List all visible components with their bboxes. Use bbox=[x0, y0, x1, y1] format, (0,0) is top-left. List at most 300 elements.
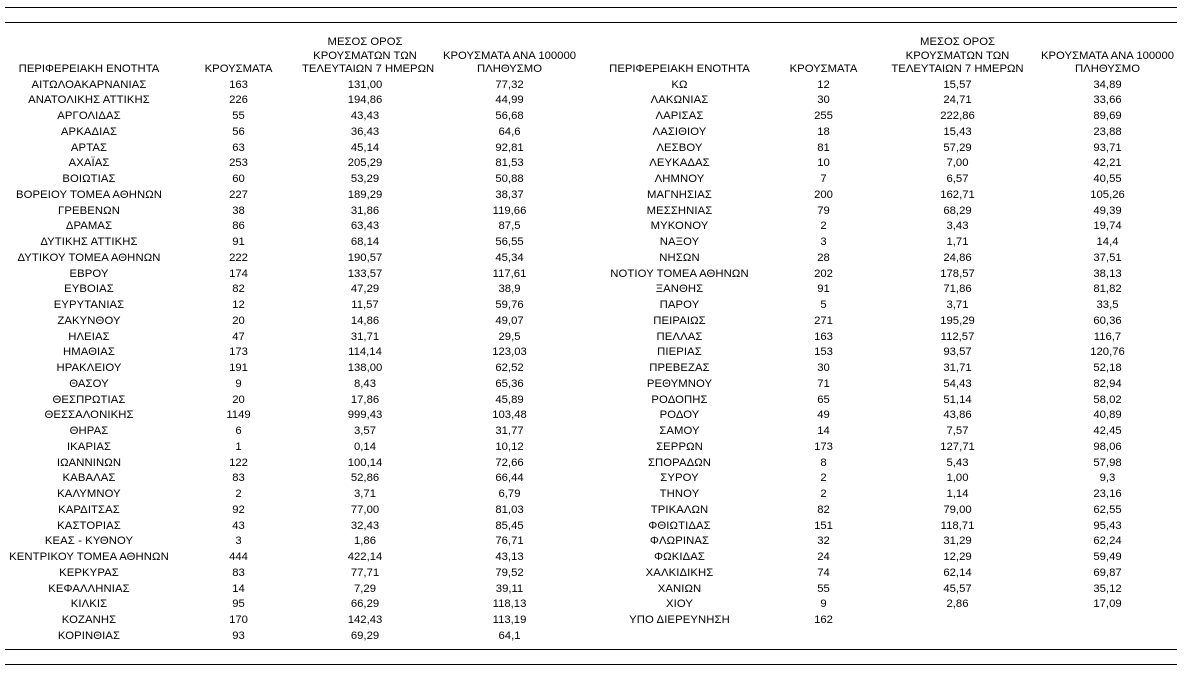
right-cases-cell: 3 bbox=[820, 236, 827, 248]
left-region-cell: ΙΩΑΝΝΙΝΩΝ bbox=[56, 456, 122, 469]
right-region-cell bbox=[591, 629, 768, 645]
right-region-cell: ΦΘΙΩΤΙΔΑΣ bbox=[648, 519, 711, 532]
left-per-100k-cell: 85,45 bbox=[495, 519, 524, 532]
table-row bbox=[3, 597, 1179, 613]
left-avg-7days-cell: 68,14 bbox=[350, 236, 380, 248]
left-avg-7days-cell: 53,29 bbox=[350, 173, 380, 185]
right-cases-cell: 7 bbox=[820, 173, 827, 185]
left-region-cell: ΙΚΑΡΙΑΣ bbox=[66, 440, 112, 453]
right-region-cell: ΞΑΝΘΗΣ bbox=[655, 283, 704, 296]
right-region-cell: ΛΕΥΚΑΔΑΣ bbox=[649, 157, 710, 170]
left-avg-7days-cell: 131,00 bbox=[347, 78, 383, 91]
right-cases-cell: 153 bbox=[814, 346, 833, 359]
left-per-100k-cell: 39,11 bbox=[495, 582, 524, 595]
left-region-cell: ΚΕΦΑΛΛΗΝΙΑΣ bbox=[48, 582, 130, 595]
right-cases-cell: 81 bbox=[817, 141, 830, 154]
left-region-cell: ΕΒΡΟΥ bbox=[69, 267, 109, 280]
left-per-100k-cell: 50,88 bbox=[495, 173, 524, 185]
right-region-cell: ΝΗΣΩΝ bbox=[659, 251, 700, 264]
left-per-100k-cell: 45,34 bbox=[495, 251, 524, 264]
header-cases-right: ΚΡΟΥΣΜΑΤΑ bbox=[789, 63, 858, 75]
left-region-cell: ΘΑΣΟΥ bbox=[69, 377, 109, 390]
right-per-100k-cell: 89,69 bbox=[1093, 110, 1122, 122]
right-cases-cell bbox=[768, 629, 879, 645]
left-cases-cell: 82 bbox=[232, 283, 245, 296]
left-per-100k-cell: 76,71 bbox=[495, 535, 524, 548]
left-avg-7days-cell: 1,86 bbox=[354, 535, 376, 548]
left-avg-7days-cell: 422,14 bbox=[347, 551, 383, 563]
left-per-100k-cell: 43,13 bbox=[495, 551, 524, 563]
right-region-cell: ΦΛΩΡΙΝΑΣ bbox=[649, 535, 710, 548]
right-region-cell: ΤΡΙΚΑΛΩΝ bbox=[650, 503, 709, 516]
left-cases-cell: 170 bbox=[229, 614, 248, 626]
table-row bbox=[3, 78, 1179, 94]
table-row bbox=[3, 566, 1179, 582]
right-region-cell: ΝΑΞΟΥ bbox=[659, 236, 700, 248]
right-region-cell: ΡΕΘΥΜΝΟΥ bbox=[646, 377, 713, 390]
left-per-100k-cell: 56,68 bbox=[495, 110, 524, 122]
right-region-cell: ΜΑΓΝΗΣΙΑΣ bbox=[646, 188, 713, 201]
left-avg-7days-cell: 190,57 bbox=[347, 251, 383, 264]
table-row bbox=[3, 251, 1179, 267]
left-per-100k-cell: 59,76 bbox=[495, 299, 524, 311]
left-region-cell: ΑΡΤΑΣ bbox=[70, 141, 108, 154]
right-cases-cell: 9 bbox=[820, 598, 827, 611]
left-region-cell: ΔΡΑΜΑΣ bbox=[65, 220, 113, 233]
left-cases-cell: 226 bbox=[229, 94, 248, 107]
table-row bbox=[3, 424, 1179, 440]
header-region-left: ΠΕΡΙΦΕΡΕΙΑΚΗ ΕΝΟΤΗΤΑ bbox=[18, 63, 160, 75]
left-region-cell: ΘΕΣΣΑΛΟΝΙΚΗΣ bbox=[44, 409, 134, 422]
right-per-100k-cell: 105,26 bbox=[1090, 188, 1125, 201]
left-avg-7days-cell: 17,86 bbox=[350, 393, 380, 406]
right-region-cell: ΣΑΜΟΥ bbox=[659, 425, 700, 437]
right-avg-7days-cell: 1,14 bbox=[946, 488, 969, 500]
right-avg-7days-cell: 43,86 bbox=[943, 409, 972, 422]
right-region-cell: ΠΙΕΡΙΑΣ bbox=[657, 346, 702, 359]
right-per-100k-cell: 52,18 bbox=[1093, 362, 1122, 374]
right-region-cell: ΛΕΣΒΟΥ bbox=[656, 141, 703, 154]
left-per-100k-cell: 123,03 bbox=[492, 346, 527, 359]
left-region-cell: ΗΜΑΘΙΑΣ bbox=[62, 346, 115, 359]
right-avg-7days-cell: 45,57 bbox=[943, 582, 972, 595]
right-region-cell: ΛΑΣΙΘΙΟΥ bbox=[652, 125, 707, 138]
left-avg-7days-cell: 63,43 bbox=[350, 220, 380, 233]
left-avg-7days-cell: 3,57 bbox=[354, 425, 376, 437]
left-avg-7days-cell: 142,43 bbox=[347, 614, 383, 626]
left-avg-7days-cell: 100,14 bbox=[347, 456, 383, 469]
left-per-100k-cell: 118,13 bbox=[492, 598, 527, 611]
right-avg-7days-cell: 12,29 bbox=[943, 551, 972, 563]
left-per-100k-cell: 66,44 bbox=[495, 472, 524, 485]
left-per-100k-cell: 64,6 bbox=[498, 125, 521, 138]
left-avg-7days-cell: 36,43 bbox=[350, 125, 380, 138]
left-per-100k-cell: 79,52 bbox=[495, 566, 524, 579]
right-region-cell: ΣΠΟΡΑΔΩΝ bbox=[647, 456, 712, 469]
right-per-100k-cell: 17,09 bbox=[1093, 598, 1122, 611]
right-region-cell: ΠΕΛΛΑΣ bbox=[656, 330, 703, 343]
left-region-cell: ΓΡΕΒΕΝΩΝ bbox=[58, 204, 120, 217]
right-avg-7days-cell: 71,86 bbox=[943, 283, 972, 296]
left-region-cell: ΑΡΚΑΔΙΑΣ bbox=[60, 125, 118, 138]
left-per-100k-cell: 38,9 bbox=[498, 283, 521, 296]
left-region-cell: ΕΥΒΟΙΑΣ bbox=[64, 283, 114, 296]
left-region-cell: ΚΟΡΙΝΘΙΑΣ bbox=[57, 629, 121, 642]
header-rule bbox=[5, 22, 1177, 23]
right-region-cell: ΝΟΤΙΟΥ ΤΟΜΕΑ ΑΘΗΝΩΝ bbox=[610, 267, 749, 280]
right-avg-7days-cell: 2,86 bbox=[946, 598, 969, 611]
left-cases-cell: 92 bbox=[232, 503, 245, 516]
left-per-100k-cell: 49,07 bbox=[495, 314, 524, 327]
left-cases-cell: 444 bbox=[229, 551, 248, 563]
right-cases-cell: 271 bbox=[814, 314, 833, 327]
table-row bbox=[3, 330, 1179, 346]
right-cases-cell: 162 bbox=[814, 614, 833, 626]
right-cases-cell: 30 bbox=[817, 362, 830, 374]
left-avg-7days-cell: 47,29 bbox=[350, 283, 380, 296]
left-region-cell: ΘΕΣΠΡΩΤΙΑΣ bbox=[52, 393, 126, 406]
right-cases-cell: 79 bbox=[817, 204, 830, 217]
table-row bbox=[3, 613, 1179, 629]
left-cases-cell: 38 bbox=[232, 204, 245, 217]
right-region-cell: ΤΗΝΟΥ bbox=[659, 488, 700, 500]
right-per-100k-cell: 42,45 bbox=[1093, 425, 1122, 437]
right-cases-cell: 24 bbox=[817, 551, 830, 563]
table-row bbox=[3, 377, 1179, 393]
left-cases-cell: 1149 bbox=[226, 409, 251, 422]
right-cases-cell: 28 bbox=[817, 251, 830, 264]
left-region-cell: ΚΑΣΤΟΡΙΑΣ bbox=[57, 519, 121, 532]
right-avg-7days-cell: 62,14 bbox=[943, 566, 972, 579]
right-per-100k-cell: 59,49 bbox=[1093, 551, 1122, 563]
left-avg-7days-cell: 133,57 bbox=[347, 267, 383, 280]
table-body bbox=[3, 78, 1179, 645]
right-avg-7days-cell: 31,71 bbox=[943, 362, 972, 374]
left-per-100k-cell: 62,52 bbox=[495, 362, 524, 374]
table-row bbox=[3, 267, 1179, 283]
table-row bbox=[3, 471, 1179, 487]
table-row bbox=[3, 298, 1179, 314]
left-cases-cell: 95 bbox=[232, 598, 245, 611]
left-avg-7days-cell: 69,29 bbox=[350, 629, 380, 642]
left-cases-cell: 253 bbox=[229, 157, 248, 170]
right-cases-cell: 8 bbox=[820, 456, 827, 469]
left-region-cell: ΚΕΝΤΡΙΚΟΥ ΤΟΜΕΑ ΑΘΗΝΩΝ bbox=[9, 551, 169, 563]
right-avg-7days-cell: 118,71 bbox=[940, 519, 975, 532]
right-cases-cell: 12 bbox=[817, 78, 830, 91]
left-region-cell: ΖΑΚΥΝΘΟΥ bbox=[57, 314, 121, 327]
left-avg-7days-cell: 114,14 bbox=[348, 346, 382, 359]
right-cases-cell: 255 bbox=[814, 110, 833, 122]
left-avg-7days-cell: 205,29 bbox=[347, 157, 383, 170]
left-cases-cell: 93 bbox=[232, 629, 245, 642]
right-avg-7days-cell: 79,00 bbox=[943, 503, 972, 516]
left-cases-cell: 222 bbox=[229, 251, 248, 264]
left-region-cell: ΚΑΡΔΙΤΣΑΣ bbox=[58, 503, 120, 516]
right-avg-7days-cell: 222,86 bbox=[940, 110, 975, 122]
left-per-100k-cell: 72,66 bbox=[495, 456, 524, 469]
table-row bbox=[3, 629, 1179, 645]
left-per-100k-cell: 6,79 bbox=[498, 488, 521, 500]
right-per-100k-cell: 42,21 bbox=[1093, 157, 1122, 170]
left-cases-cell: 2 bbox=[235, 488, 242, 500]
right-avg-7days-cell: 3,71 bbox=[946, 299, 969, 311]
right-region-cell: ΡΟΔΟΠΗΣ bbox=[651, 393, 708, 406]
right-avg-7days-cell: 127,71 bbox=[940, 440, 975, 453]
table-row bbox=[3, 361, 1179, 377]
right-per-100k-cell: 57,98 bbox=[1093, 456, 1122, 469]
right-region-cell: ΠΡΕΒΕΖΑΣ bbox=[649, 362, 710, 374]
left-region-cell: ΗΡΑΚΛΕΙΟΥ bbox=[56, 362, 122, 374]
right-region-cell: ΣΥΡΟΥ bbox=[660, 472, 699, 485]
left-region-cell: ΑΝΑΤΟΛΙΚΗΣ ΑΤΤΙΚΗΣ bbox=[28, 94, 150, 107]
right-region-cell: ΠΑΡΟΥ bbox=[659, 299, 700, 311]
left-cases-cell: 20 bbox=[232, 314, 245, 327]
right-cases-cell: 173 bbox=[814, 440, 833, 453]
left-cases-cell: 174 bbox=[229, 267, 248, 280]
right-per-100k-cell: 19,74 bbox=[1093, 220, 1122, 233]
left-cases-cell: 63 bbox=[232, 141, 245, 154]
left-avg-7days-cell: 194,86 bbox=[347, 94, 383, 107]
left-avg-7days-cell: 14,86 bbox=[350, 314, 380, 327]
left-cases-cell: 122 bbox=[229, 456, 248, 469]
left-region-cell: ΑΙΤΩΛΟΑΚΑΡΝΑΝΙΑΣ bbox=[31, 78, 147, 91]
table-row bbox=[3, 550, 1179, 566]
right-region-cell: ΧΑΛΚΙΔΙΚΗΣ bbox=[645, 566, 714, 579]
left-cases-cell: 83 bbox=[232, 472, 245, 485]
right-per-100k-cell: 82,94 bbox=[1093, 377, 1122, 390]
right-avg-7days-cell bbox=[879, 613, 1036, 629]
bottom-rule bbox=[5, 649, 1177, 650]
table-row bbox=[3, 204, 1179, 220]
left-cases-cell: 60 bbox=[232, 173, 245, 185]
left-per-100k-cell: 64,1 bbox=[498, 629, 521, 642]
right-per-100k-cell: 37,51 bbox=[1093, 251, 1122, 264]
left-per-100k-cell: 29,5 bbox=[498, 330, 521, 343]
left-avg-7days-cell: 11,57 bbox=[351, 299, 379, 311]
left-region-cell: ΔΥΤΙΚΗΣ ΑΤΤΙΚΗΣ bbox=[40, 236, 138, 248]
table-row bbox=[3, 125, 1179, 141]
right-cases-cell: 5 bbox=[820, 299, 827, 311]
right-per-100k-cell: 38,13 bbox=[1093, 267, 1122, 280]
left-per-100k-cell: 44,99 bbox=[495, 94, 524, 107]
right-avg-7days-cell: 54,43 bbox=[943, 377, 972, 390]
right-cases-cell: 10 bbox=[817, 157, 830, 170]
left-cases-cell: 83 bbox=[232, 566, 245, 579]
left-cases-cell: 86 bbox=[232, 220, 245, 233]
left-per-100k-cell: 10,12 bbox=[495, 440, 524, 453]
right-region-cell: ΛΑΡΙΣΑΣ bbox=[655, 110, 704, 122]
left-avg-7days-cell: 52,86 bbox=[350, 472, 380, 485]
right-cases-cell: 82 bbox=[817, 503, 830, 516]
header-avg-left: ΜΕΣΟΣ ΟΡΟΣ ΚΡΟΥΣΜΑΤΩΝ ΤΩΝ ΤΕΛΕΥΤΑΙΩΝ 7 ΗΜΕΡΩΝ bbox=[302, 36, 435, 75]
right-avg-7days-cell: 31,29 bbox=[943, 535, 972, 548]
right-per-100k-cell: 98,06 bbox=[1093, 440, 1122, 453]
left-per-100k-cell: 117,61 bbox=[492, 267, 527, 280]
table-row bbox=[3, 345, 1179, 361]
table-row bbox=[3, 408, 1179, 424]
left-region-cell: ΕΥΡΥΤΑΝΙΑΣ bbox=[53, 299, 125, 311]
header-per100k-left: ΚΡΟΥΣΜΑΤΑ ΑΝΑ 100000 ΠΛΗΘΥΣΜΟ bbox=[442, 49, 577, 75]
table-row bbox=[3, 172, 1179, 188]
left-avg-7days-cell: 138,00 bbox=[347, 362, 383, 374]
right-per-100k-cell: 33,5 bbox=[1096, 299, 1119, 311]
left-region-cell: ΑΧΑΪΑΣ bbox=[68, 157, 110, 170]
left-per-100k-cell: 56,55 bbox=[495, 236, 524, 248]
left-region-cell: ΒΟΡΕΙΟΥ ΤΟΜΕΑ ΑΘΗΝΩΝ bbox=[15, 188, 163, 201]
left-region-cell: ΘΗΡΑΣ bbox=[69, 425, 109, 437]
table-row bbox=[3, 393, 1179, 409]
right-region-cell: ΦΩΚΙΔΑΣ bbox=[654, 551, 705, 563]
left-region-cell: ΚΕΑΣ - ΚΥΘΝΟΥ bbox=[44, 535, 134, 548]
left-cases-cell: 173 bbox=[229, 346, 248, 359]
right-avg-7days-cell: 3,43 bbox=[946, 220, 969, 233]
right-per-100k-cell: 35,12 bbox=[1093, 582, 1122, 595]
right-region-cell: ΜΥΚΟΝΟΥ bbox=[650, 220, 709, 233]
right-avg-7days-cell: 7,57 bbox=[946, 425, 969, 437]
right-per-100k-cell: 23,88 bbox=[1093, 125, 1122, 138]
table-row bbox=[3, 582, 1179, 598]
table-row bbox=[3, 156, 1179, 172]
right-region-cell: ΜΕΣΣΗΝΙΑΣ bbox=[646, 204, 713, 217]
right-cases-cell: 14 bbox=[817, 425, 830, 437]
left-region-cell: ΚΙΛΚΙΣ bbox=[70, 598, 108, 611]
left-per-100k-cell: 31,77 bbox=[495, 425, 524, 437]
left-avg-7days-cell: 77,71 bbox=[350, 566, 380, 579]
left-cases-cell: 9 bbox=[235, 377, 242, 390]
header-cases-left: ΚΡΟΥΣΜΑΤΑ bbox=[204, 63, 273, 75]
left-per-100k-cell: 92,81 bbox=[495, 141, 524, 154]
left-cases-cell: 3 bbox=[235, 535, 242, 548]
left-cases-cell: 227 bbox=[229, 188, 248, 201]
right-region-cell: ΠΕΙΡΑΙΩΣ bbox=[653, 314, 706, 327]
left-avg-7days-cell: 77,00 bbox=[350, 503, 380, 516]
right-per-100k-cell: 58,02 bbox=[1093, 393, 1122, 406]
right-avg-7days-cell: 93,57 bbox=[943, 346, 972, 359]
right-region-cell: ΥΠΟ ΔΙΕΡΕΥΝΗΣΗ bbox=[629, 614, 730, 626]
left-region-cell: ΚΑΛΥΜΝΟΥ bbox=[57, 488, 121, 500]
left-per-100k-cell: 81,03 bbox=[495, 503, 524, 516]
left-avg-7days-cell: 3,71 bbox=[354, 488, 376, 500]
table-row bbox=[3, 519, 1179, 535]
table-row bbox=[3, 188, 1179, 204]
right-avg-7days-cell: 7,00 bbox=[946, 157, 969, 170]
right-region-cell: ΛΑΚΩΝΙΑΣ bbox=[650, 94, 709, 107]
table-row bbox=[3, 141, 1179, 157]
left-cases-cell: 55 bbox=[232, 110, 245, 122]
left-cases-cell: 20 bbox=[232, 393, 245, 406]
right-per-100k-cell: 49,39 bbox=[1093, 204, 1122, 217]
table-header bbox=[3, 36, 1179, 78]
header-region-right: ΠΕΡΙΦΕΡΕΙΑΚΗ ΕΝΟΤΗΤΑ bbox=[609, 63, 750, 75]
right-avg-7days-cell: 15,43 bbox=[943, 125, 972, 138]
right-cases-cell: 71 bbox=[817, 377, 830, 390]
left-region-cell: ΔΥΤΙΚΟΥ ΤΟΜΕΑ ΑΘΗΝΩΝ bbox=[17, 251, 161, 264]
table-row bbox=[3, 314, 1179, 330]
right-cases-cell: 200 bbox=[814, 188, 833, 201]
left-cases-cell: 14 bbox=[232, 582, 245, 595]
right-region-cell: ΣΕΡΡΩΝ bbox=[656, 440, 703, 453]
left-avg-7days-cell: 32,43 bbox=[350, 519, 380, 532]
left-region-cell: ΒΟΙΩΤΙΑΣ bbox=[62, 173, 116, 185]
right-region-cell: ΡΟΔΟΥ bbox=[659, 409, 700, 422]
right-region-cell: ΧΙΟΥ bbox=[665, 598, 694, 611]
left-per-100k-cell: 119,66 bbox=[492, 204, 527, 217]
right-cases-cell: 2 bbox=[820, 472, 827, 485]
table-row bbox=[3, 93, 1179, 109]
right-avg-7days-cell: 178,57 bbox=[940, 267, 975, 280]
right-region-cell: ΚΩ bbox=[671, 78, 688, 91]
left-per-100k-cell: 87,5 bbox=[498, 220, 521, 233]
left-avg-7days-cell: 999,43 bbox=[347, 409, 383, 422]
right-cases-cell: 32 bbox=[817, 535, 830, 548]
table-row bbox=[3, 503, 1179, 519]
left-cases-cell: 47 bbox=[232, 330, 245, 343]
right-per-100k-cell: 116,7 bbox=[1093, 330, 1122, 343]
table-row bbox=[3, 440, 1179, 456]
right-cases-cell: 30 bbox=[817, 94, 830, 107]
left-region-cell: ΚΟΖΑΝΗΣ bbox=[61, 614, 117, 626]
right-per-100k-cell: 23,16 bbox=[1093, 488, 1122, 500]
left-avg-7days-cell: 43,43 bbox=[350, 110, 380, 122]
left-per-100k-cell: 45,89 bbox=[495, 393, 524, 406]
right-cases-cell: 151 bbox=[814, 519, 833, 532]
right-avg-7days-cell: 1,71 bbox=[946, 236, 969, 248]
top-rule bbox=[5, 7, 1177, 8]
right-avg-7days-cell: 15,57 bbox=[943, 78, 972, 91]
right-per-100k-cell: 81,82 bbox=[1093, 283, 1122, 296]
right-per-100k-cell: 40,55 bbox=[1093, 173, 1122, 185]
left-avg-7days-cell: 31,86 bbox=[350, 204, 380, 217]
right-avg-7days-cell: 162,71 bbox=[940, 188, 975, 201]
right-cases-cell: 49 bbox=[817, 409, 830, 422]
left-cases-cell: 6 bbox=[235, 425, 242, 437]
left-avg-7days-cell: 189,29 bbox=[347, 188, 383, 201]
right-avg-7days-cell bbox=[879, 629, 1036, 645]
left-avg-7days-cell: 66,29 bbox=[350, 598, 380, 611]
right-per-100k-cell: 14,4 bbox=[1096, 236, 1119, 248]
left-region-cell: ΚΕΡΚΥΡΑΣ bbox=[59, 566, 119, 579]
left-per-100k-cell: 77,32 bbox=[495, 78, 524, 91]
right-cases-cell: 18 bbox=[817, 125, 830, 138]
left-per-100k-cell: 38,37 bbox=[495, 188, 524, 201]
right-cases-cell: 2 bbox=[820, 220, 827, 233]
left-cases-cell: 163 bbox=[229, 78, 248, 91]
table-row bbox=[3, 282, 1179, 298]
right-per-100k-cell: 62,55 bbox=[1093, 503, 1122, 516]
table-row bbox=[3, 109, 1179, 125]
left-region-cell: ΑΡΓΟΛΙΔΑΣ bbox=[57, 110, 121, 122]
right-per-100k-cell: 60,36 bbox=[1093, 314, 1122, 327]
left-avg-7days-cell: 0,14 bbox=[354, 440, 376, 453]
left-cases-cell: 56 bbox=[232, 125, 245, 138]
right-per-100k-cell: 69,87 bbox=[1093, 566, 1122, 579]
right-avg-7days-cell: 24,71 bbox=[943, 94, 972, 107]
left-cases-cell: 91 bbox=[232, 236, 245, 248]
right-cases-cell: 55 bbox=[817, 582, 830, 595]
right-cases-cell: 74 bbox=[817, 566, 830, 579]
left-per-100k-cell: 81,53 bbox=[495, 157, 524, 170]
left-region-cell: ΗΛΕΙΑΣ bbox=[68, 330, 110, 343]
right-per-100k-cell: 62,24 bbox=[1093, 535, 1122, 548]
cases-table bbox=[3, 36, 1179, 645]
right-cases-cell: 202 bbox=[814, 267, 833, 280]
left-avg-7days-cell: 45,14 bbox=[350, 141, 380, 154]
right-cases-cell: 2 bbox=[820, 488, 827, 500]
right-avg-7days-cell: 195,29 bbox=[940, 314, 975, 327]
left-region-cell: ΚΑΒΑΛΑΣ bbox=[62, 472, 116, 485]
right-per-100k-cell: 40,89 bbox=[1093, 409, 1122, 422]
